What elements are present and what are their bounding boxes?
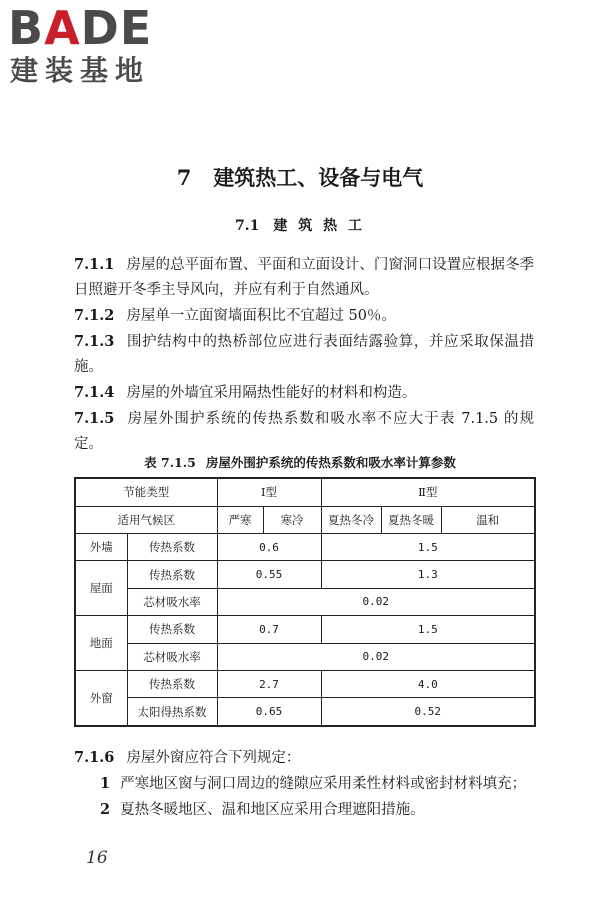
table-row	[75, 561, 535, 588]
table-row	[75, 616, 535, 643]
table-header-cell: 寒冷	[263, 506, 321, 533]
list-item: 2 夏热冬暖地区、温和地区应采用合理遮阳措施。	[100, 801, 425, 818]
clause: 7.1.4 房屋的外墙宜采用隔热性能好的材料和构造。	[74, 384, 417, 401]
clause: 7.1.2 房屋单一立面窗墙面积比不宜超过 50％。	[74, 307, 396, 324]
table-cell: 0.6	[217, 534, 321, 561]
table-row	[75, 643, 535, 670]
table-cell: 4.0	[321, 670, 535, 697]
table-cell: 1.5	[321, 534, 535, 561]
table-row	[75, 506, 535, 533]
table-header-cell: 节能类型	[75, 478, 217, 506]
table-cell: 地面	[75, 616, 127, 671]
table-caption: 表 7.1.5 房屋外围护系统的传热系数和吸水率计算参数	[144, 455, 456, 470]
table-cell: 0.55	[217, 561, 321, 588]
table-cell: 1.3	[321, 561, 535, 588]
table-cell: 传热系数	[127, 670, 217, 697]
table-row	[75, 534, 535, 561]
table-cell: 芯材吸水率	[127, 588, 217, 615]
table-row	[75, 478, 535, 506]
table-cell: 太阳得热系数	[127, 698, 217, 726]
table-cell: 0.65	[217, 698, 321, 726]
table-header-cell: Ⅰ型	[217, 478, 321, 506]
clause: 7.1.1 房屋的总平面布置、平面和立面设计、门窗洞口设置应根据冬季日照避开冬季主导风向，并应有利于自然通风。	[74, 256, 534, 298]
table-header-cell: 适用气候区	[75, 506, 217, 533]
table-header-cell: 夏热冬冷	[321, 506, 381, 533]
chapter-title: 7 建筑热工、设备与电气	[176, 165, 424, 190]
table-cell: 0.52	[321, 698, 535, 726]
table-cell: 屋面	[75, 561, 127, 616]
clause: 7.1.3 围护结构中的热桥部位应进行表面结露验算，并应采取保温措施。	[74, 333, 534, 375]
table-header-cell: 严寒	[217, 506, 263, 533]
table-row	[75, 588, 535, 615]
page-number: 16	[86, 848, 108, 868]
table-cell: 外墙	[75, 534, 127, 561]
logo-subtitle: 建装基地	[10, 54, 151, 87]
clause-list	[74, 252, 534, 457]
table-row	[75, 698, 535, 726]
section-title: 7.1 建 筑 热 工	[235, 218, 365, 234]
table-header-cell: 夏热冬暖	[381, 506, 441, 533]
table-cell: 传热系数	[127, 616, 217, 643]
table-cell: 传热系数	[127, 534, 217, 561]
parameter-table	[74, 477, 536, 727]
table-header-cell: Ⅱ型	[321, 478, 535, 506]
list-item: 1 严寒地区窗与洞口周边的缝隙应采用柔性材料或密封材料填充；	[100, 775, 527, 792]
table-cell: 外窗	[75, 670, 127, 726]
table-cell: 0.02	[217, 643, 535, 670]
table-cell: 0.7	[217, 616, 321, 643]
table-cell: 芯材吸水率	[127, 643, 217, 670]
logo	[8, 1, 178, 88]
table-cell: 传热系数	[127, 561, 217, 588]
table-cell: 1.5	[321, 616, 535, 643]
table-row	[75, 670, 535, 697]
table-cell: 0.02	[217, 588, 535, 615]
clause-list-after	[74, 745, 534, 823]
logo-wordmark: BADE	[8, 1, 153, 55]
table-header-cell: 温和	[441, 506, 535, 533]
clause: 7.1.5 房屋外围护系统的传热系数和吸水率不应大于表 7.1.5 的规定。	[74, 410, 534, 452]
table-cell: 2.7	[217, 670, 321, 697]
clause: 7.1.6 房屋外窗应符合下列规定：	[74, 749, 301, 766]
